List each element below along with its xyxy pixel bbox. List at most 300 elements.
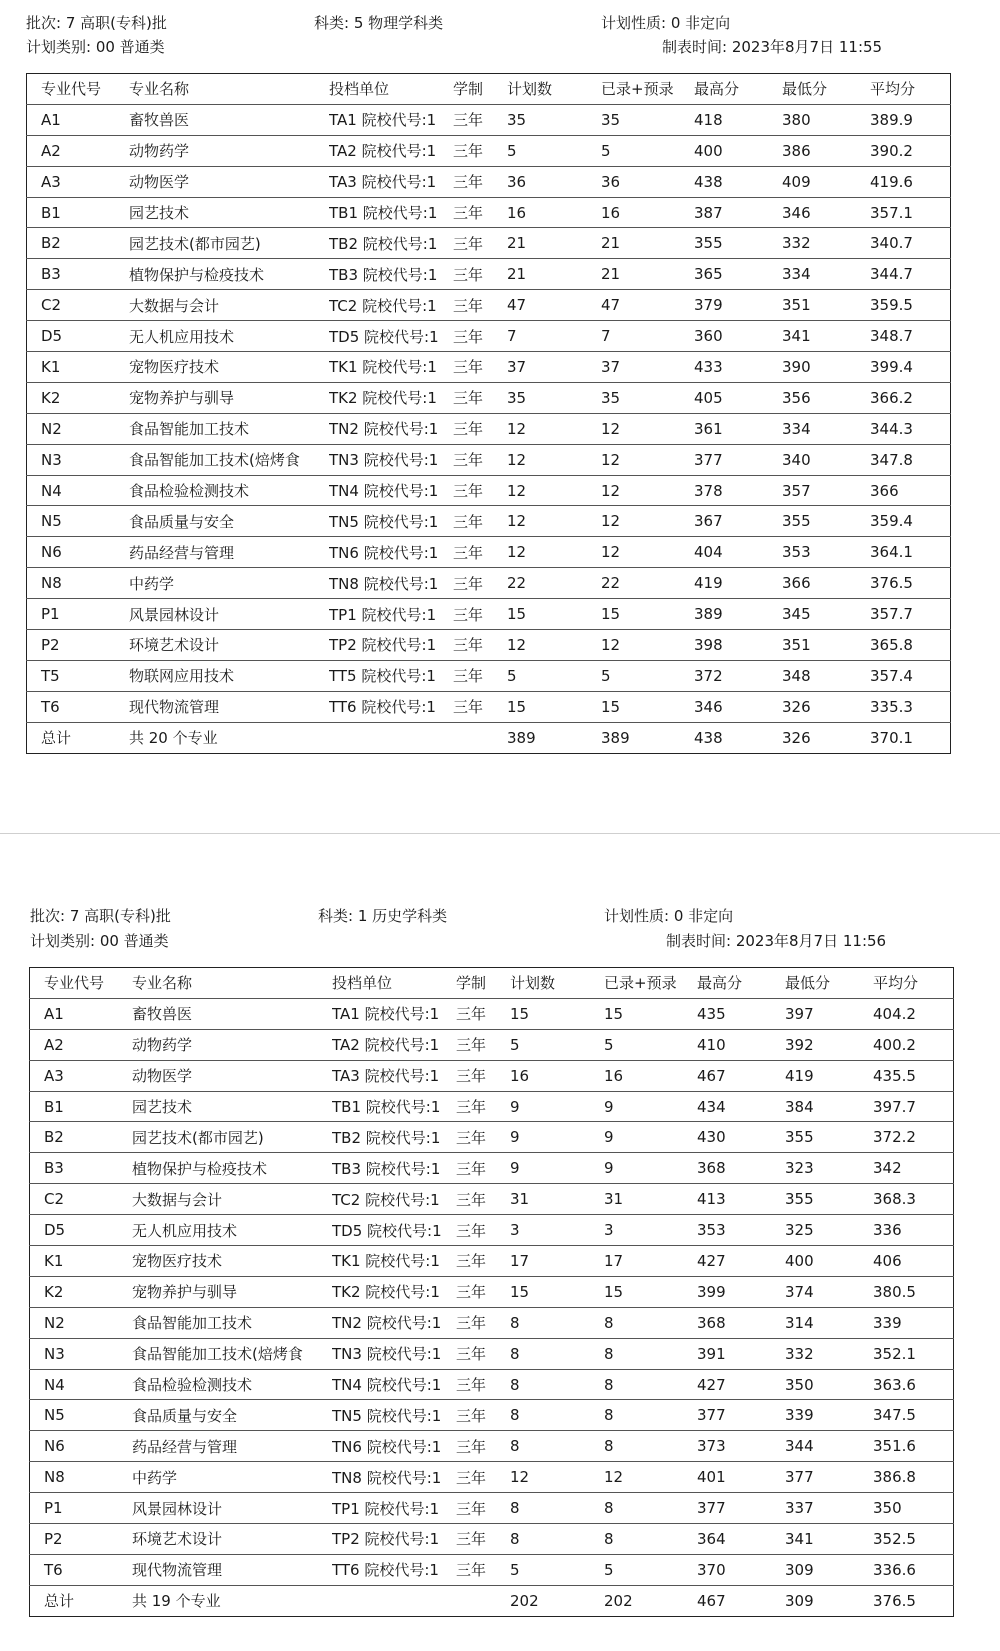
max-score-cell: 389 [694, 599, 782, 630]
admission-unit-cell: TD5 院校代号:1 [329, 321, 453, 352]
admitted-count-cell: 47 [601, 290, 694, 321]
max-score-cell: 360 [694, 321, 782, 352]
avg-score-cell: 389.9 [870, 104, 951, 135]
avg-score-cell: 359.5 [870, 290, 951, 321]
duration-cell: 三年 [453, 413, 507, 444]
duration-cell: 三年 [453, 599, 507, 630]
table-row [30, 1493, 954, 1524]
max-score-cell: 399 [697, 1276, 785, 1307]
min-score-cell: 341 [782, 321, 870, 352]
max-score-cell: 401 [697, 1462, 785, 1493]
avg-score-cell: 400.2 [873, 1029, 954, 1060]
duration-cell: 三年 [453, 691, 507, 722]
table-row [30, 1060, 954, 1091]
admission-unit-cell: TB3 院校代号:1 [332, 1153, 456, 1184]
major-name-cell: 食品检验检测技术 [132, 1369, 332, 1400]
table-row [27, 475, 951, 506]
major-name-cell: 环境艺术设计 [132, 1524, 332, 1555]
major-code-cell: C2 [30, 1184, 133, 1215]
table-row [30, 1091, 954, 1122]
admitted-count-cell: 12 [601, 444, 694, 475]
avg-score-cell: 352.1 [873, 1338, 954, 1369]
major-code-cell: K2 [30, 1276, 133, 1307]
major-name-cell: 宠物医疗技术 [129, 352, 329, 383]
table-header-row [30, 968, 954, 999]
major-name-cell: 园艺技术(都市园艺) [129, 228, 329, 259]
admission-unit-cell: TN5 院校代号:1 [329, 506, 453, 537]
admission-unit-cell: TA2 院校代号:1 [329, 135, 453, 166]
major-name-cell: 宠物医疗技术 [132, 1246, 332, 1277]
admission-unit-cell: TN8 院校代号:1 [332, 1462, 456, 1493]
admission-unit-cell: TP2 院校代号:1 [332, 1524, 456, 1555]
plan-count-cell: 37 [507, 352, 601, 383]
major-name-cell: 物联网应用技术 [129, 660, 329, 691]
major-name-cell: 食品智能加工技术 [129, 413, 329, 444]
duration-cell: 三年 [453, 475, 507, 506]
min-score-cell: 344 [785, 1431, 873, 1462]
plan-nature-label: 计划性质: 0 非定向 [604, 907, 734, 925]
min-score-cell: 341 [785, 1524, 873, 1555]
min-score-cell: 355 [782, 506, 870, 537]
max-score-cell: 438 [694, 722, 782, 753]
major-name-cell: 畜牧兽医 [132, 998, 332, 1029]
major-code-cell: D5 [27, 321, 130, 352]
admission-unit-cell: TN4 院校代号:1 [332, 1369, 456, 1400]
min-score-cell: 最低分 [785, 974, 831, 993]
max-score-cell: 379 [694, 290, 782, 321]
admission-unit-cell [332, 1585, 456, 1616]
admission-unit-cell: TB3 院校代号:1 [329, 259, 453, 290]
avg-score-cell: 336.6 [873, 1554, 954, 1585]
min-score-cell: 392 [785, 1029, 873, 1060]
max-score-cell: 405 [694, 382, 782, 413]
admitted-count-cell: 8 [604, 1431, 697, 1462]
max-score-cell: 438 [694, 166, 782, 197]
table-row [30, 1400, 954, 1431]
admitted-count-cell: 9 [604, 1091, 697, 1122]
major-code-cell: N5 [27, 506, 130, 537]
major-name-cell: 风景园林设计 [132, 1493, 332, 1524]
major-name-cell: 无人机应用技术 [132, 1215, 332, 1246]
admission-unit-cell: TA1 院校代号:1 [332, 998, 456, 1029]
table-row [30, 1462, 954, 1493]
major-code-cell: N2 [30, 1307, 133, 1338]
admission-unit-cell: TN6 院校代号:1 [329, 537, 453, 568]
major-code-cell: N3 [27, 444, 130, 475]
max-score-cell: 378 [694, 475, 782, 506]
major-name-cell: 大数据与会计 [132, 1184, 332, 1215]
min-score-cell: 323 [785, 1153, 873, 1184]
major-name-cell: 专业名称 [132, 974, 193, 993]
admission-unit-cell: TP1 院校代号:1 [332, 1493, 456, 1524]
duration-cell: 三年 [456, 1307, 510, 1338]
duration-cell: 学制 [453, 80, 484, 99]
major-name-cell: 动物药学 [129, 135, 329, 166]
min-score-cell: 355 [785, 1184, 873, 1215]
table-row [30, 1369, 954, 1400]
admitted-count-cell: 3 [604, 1215, 697, 1246]
min-score-cell: 351 [782, 290, 870, 321]
avg-score-cell: 380.5 [873, 1276, 954, 1307]
major-code-cell: P2 [30, 1524, 133, 1555]
major-code-cell: N3 [30, 1338, 133, 1369]
admission-unit-cell: TT6 院校代号:1 [329, 691, 453, 722]
max-score-cell: 355 [694, 228, 782, 259]
major-code-cell: C2 [27, 290, 130, 321]
admission-unit-cell: TD5 院校代号:1 [332, 1215, 456, 1246]
avg-score-cell: 435.5 [873, 1060, 954, 1091]
min-score-cell: 326 [782, 722, 870, 753]
plan-count-cell: 36 [507, 166, 601, 197]
plan-count-cell: 计划数 [507, 80, 553, 99]
table-row [27, 259, 951, 290]
max-score-cell: 368 [697, 1153, 785, 1184]
major-code-cell: B2 [30, 1122, 133, 1153]
admitted-count-cell: 35 [601, 104, 694, 135]
max-score-cell: 430 [697, 1122, 785, 1153]
major-code-cell: B2 [27, 228, 130, 259]
admitted-count-cell: 12 [601, 413, 694, 444]
min-score-cell: 355 [785, 1122, 873, 1153]
major-name-cell: 食品质量与安全 [129, 506, 329, 537]
admitted-count-cell: 5 [604, 1029, 697, 1060]
min-score-cell: 419 [785, 1060, 873, 1091]
duration-cell: 三年 [456, 998, 510, 1029]
avg-score-cell: 336 [873, 1215, 954, 1246]
duration-cell: 三年 [456, 1369, 510, 1400]
major-code-cell: A1 [27, 104, 130, 135]
plan-count-cell: 3 [510, 1215, 604, 1246]
avg-score-cell: 390.2 [870, 135, 951, 166]
avg-score-cell: 351.6 [873, 1431, 954, 1462]
max-score-cell: 353 [697, 1215, 785, 1246]
min-score-cell: 345 [782, 599, 870, 630]
major-name-cell: 食品智能加工技术(焙烤食 [129, 444, 329, 475]
min-score-cell: 334 [782, 413, 870, 444]
plan-count-cell: 8 [510, 1524, 604, 1555]
admission-unit-cell: TN3 院校代号:1 [332, 1338, 456, 1369]
admission-unit-cell: TB2 院校代号:1 [329, 228, 453, 259]
admission-unit-cell: TN2 院校代号:1 [332, 1307, 456, 1338]
avg-score-cell: 342 [873, 1153, 954, 1184]
min-score-cell: 337 [785, 1493, 873, 1524]
major-code-cell: 专业代号 [41, 80, 102, 99]
admitted-count-cell: 31 [604, 1184, 697, 1215]
max-score-cell: 372 [694, 660, 782, 691]
duration-cell: 三年 [453, 630, 507, 661]
max-score-cell: 387 [694, 197, 782, 228]
avg-score-cell: 平均分 [870, 80, 916, 99]
table-row [27, 506, 951, 537]
table-row [30, 1307, 954, 1338]
min-score-cell: 334 [782, 259, 870, 290]
admission-unit-cell: TC2 院校代号:1 [332, 1184, 456, 1215]
max-score-cell: 373 [697, 1431, 785, 1462]
major-code-cell: 专业代号 [44, 974, 105, 993]
avg-score-cell: 419.6 [870, 166, 951, 197]
plan-count-cell: 9 [510, 1122, 604, 1153]
duration-cell: 三年 [456, 1400, 510, 1431]
admitted-count-cell: 35 [601, 382, 694, 413]
admitted-count-cell: 8 [604, 1400, 697, 1431]
avg-score-cell: 406 [873, 1246, 954, 1277]
admission-unit-cell: 投档单位 [329, 80, 390, 99]
plan-count-cell: 12 [507, 475, 601, 506]
max-score-cell: 最高分 [697, 974, 743, 993]
major-code-cell: N6 [27, 537, 130, 568]
plan-count-cell: 202 [510, 1585, 604, 1616]
major-name-cell: 共 19 个专业 [132, 1585, 332, 1616]
major-code-cell: T5 [27, 660, 130, 691]
major-name-cell: 食品检验检测技术 [129, 475, 329, 506]
admitted-count-cell: 5 [601, 135, 694, 166]
avg-score-cell: 339 [873, 1307, 954, 1338]
avg-score-cell: 399.4 [870, 352, 951, 383]
made-time-label: 制表时间: 2023年8月7日 11:55 [662, 38, 883, 56]
min-score-cell: 309 [785, 1585, 873, 1616]
admitted-count-cell: 已录+预录 [601, 80, 674, 99]
plan-count-cell: 12 [507, 630, 601, 661]
min-score-cell: 332 [782, 228, 870, 259]
min-score-cell: 309 [785, 1554, 873, 1585]
duration-cell: 三年 [456, 1091, 510, 1122]
major-code-cell: A3 [30, 1060, 133, 1091]
duration-cell: 三年 [456, 1493, 510, 1524]
min-score-cell: 325 [785, 1215, 873, 1246]
table-row [27, 382, 951, 413]
plan-count-cell: 35 [507, 104, 601, 135]
plan-count-cell: 47 [507, 290, 601, 321]
avg-score-cell: 404.2 [873, 998, 954, 1029]
table-row [30, 1122, 954, 1153]
duration-cell [456, 1585, 510, 1616]
duration-cell: 三年 [453, 537, 507, 568]
major-name-cell: 共 20 个专业 [129, 722, 329, 753]
duration-cell: 三年 [456, 1215, 510, 1246]
admission-unit-cell: TP2 院校代号:1 [329, 630, 453, 661]
avg-score-cell: 359.4 [870, 506, 951, 537]
major-name-cell: 中药学 [132, 1462, 332, 1493]
major-code-cell: T6 [27, 691, 130, 722]
avg-score-cell: 347.8 [870, 444, 951, 475]
plan-count-cell: 12 [507, 444, 601, 475]
plan-count-cell: 8 [510, 1400, 604, 1431]
major-code-cell: K1 [27, 352, 130, 383]
table-row [27, 413, 951, 444]
table-header-row [27, 74, 951, 105]
major-name-cell: 环境艺术设计 [129, 630, 329, 661]
admitted-count-cell: 12 [601, 630, 694, 661]
admitted-count-cell: 8 [604, 1369, 697, 1400]
admitted-count-cell: 15 [601, 691, 694, 722]
max-score-cell: 365 [694, 259, 782, 290]
admission-unit-cell: TT5 院校代号:1 [329, 660, 453, 691]
duration-cell: 学制 [456, 974, 487, 993]
min-score-cell: 386 [782, 135, 870, 166]
plan-count-cell: 21 [507, 228, 601, 259]
admitted-count-cell: 12 [601, 475, 694, 506]
max-score-cell: 377 [697, 1400, 785, 1431]
major-name-cell: 动物医学 [132, 1060, 332, 1091]
admission-unit-cell: TK1 院校代号:1 [332, 1246, 456, 1277]
admission-unit-cell: TN8 院校代号:1 [329, 568, 453, 599]
max-score-cell: 391 [697, 1338, 785, 1369]
table-row [30, 1338, 954, 1369]
duration-cell [453, 722, 507, 753]
admitted-count-cell: 21 [601, 228, 694, 259]
min-score-cell: 326 [782, 691, 870, 722]
table-total-row [27, 722, 951, 753]
made-time-label: 制表时间: 2023年8月7日 11:56 [666, 932, 887, 950]
admitted-count-cell: 202 [604, 1585, 697, 1616]
admitted-count-cell: 8 [604, 1524, 697, 1555]
major-name-cell: 专业名称 [129, 80, 190, 99]
avg-score-cell: 344.7 [870, 259, 951, 290]
avg-score-cell: 344.3 [870, 413, 951, 444]
major-code-cell: T6 [30, 1554, 133, 1585]
duration-cell: 三年 [453, 135, 507, 166]
table-row [27, 321, 951, 352]
plan-nature-label: 计划性质: 0 非定向 [601, 14, 731, 32]
avg-score-cell: 357.1 [870, 197, 951, 228]
admitted-count-cell: 9 [604, 1153, 697, 1184]
major-name-cell: 植物保护与检疫技术 [132, 1153, 332, 1184]
plan-count-cell: 22 [507, 568, 601, 599]
avg-score-cell: 372.2 [873, 1122, 954, 1153]
avg-score-cell: 357.4 [870, 660, 951, 691]
major-name-cell: 中药学 [129, 568, 329, 599]
admission-unit-cell: TC2 院校代号:1 [329, 290, 453, 321]
min-score-cell: 374 [785, 1276, 873, 1307]
duration-cell: 三年 [453, 568, 507, 599]
major-code-cell: N5 [30, 1400, 133, 1431]
plan-count-cell: 5 [507, 660, 601, 691]
admission-unit-cell: TK2 院校代号:1 [329, 382, 453, 413]
admission-table [26, 73, 951, 754]
table-row [30, 1215, 954, 1246]
major-name-cell: 园艺技术 [132, 1091, 332, 1122]
max-score-cell: 361 [694, 413, 782, 444]
avg-score-cell: 364.1 [870, 537, 951, 568]
table-row [27, 568, 951, 599]
admitted-count-cell: 7 [601, 321, 694, 352]
table-total-row [30, 1585, 954, 1616]
max-score-cell: 467 [697, 1060, 785, 1091]
admitted-count-cell: 16 [604, 1060, 697, 1091]
major-code-cell: 总计 [30, 1585, 133, 1616]
admitted-count-cell: 15 [601, 599, 694, 630]
admission-unit-cell: TN3 院校代号:1 [329, 444, 453, 475]
plan-count-cell: 15 [507, 691, 601, 722]
plan-type-label: 计划类别: 00 普通类 [30, 932, 169, 950]
avg-score-cell: 368.3 [873, 1184, 954, 1215]
batch-label: 批次: 7 高职(专科)批 [30, 907, 171, 925]
avg-score-cell: 370.1 [870, 722, 951, 753]
duration-cell: 三年 [456, 1554, 510, 1585]
max-score-cell: 364 [697, 1524, 785, 1555]
max-score-cell: 400 [694, 135, 782, 166]
max-score-cell: 410 [697, 1029, 785, 1060]
duration-cell: 三年 [453, 197, 507, 228]
admitted-count-cell: 37 [601, 352, 694, 383]
plan-count-cell: 8 [510, 1307, 604, 1338]
admitted-count-cell: 5 [601, 660, 694, 691]
admitted-count-cell: 15 [604, 998, 697, 1029]
admission-unit-cell: TA1 院校代号:1 [329, 104, 453, 135]
duration-cell: 三年 [453, 321, 507, 352]
max-score-cell: 370 [697, 1554, 785, 1585]
plan-count-cell: 17 [510, 1246, 604, 1277]
admitted-count-cell: 21 [601, 259, 694, 290]
duration-cell: 三年 [456, 1462, 510, 1493]
duration-cell: 三年 [453, 228, 507, 259]
table-row [27, 104, 951, 135]
plan-count-cell: 31 [510, 1184, 604, 1215]
table-row [27, 197, 951, 228]
major-code-cell: B3 [30, 1153, 133, 1184]
table-row [27, 228, 951, 259]
major-name-cell: 动物医学 [129, 166, 329, 197]
duration-cell: 三年 [456, 1431, 510, 1462]
min-score-cell: 357 [782, 475, 870, 506]
duration-cell: 三年 [456, 1338, 510, 1369]
major-code-cell: P1 [30, 1493, 133, 1524]
admission-unit-cell: TK2 院校代号:1 [332, 1276, 456, 1307]
major-name-cell: 畜牧兽医 [129, 104, 329, 135]
major-code-cell: B3 [27, 259, 130, 290]
table-row [27, 537, 951, 568]
min-score-cell: 397 [785, 998, 873, 1029]
max-score-cell: 346 [694, 691, 782, 722]
min-score-cell: 356 [782, 382, 870, 413]
major-code-cell: N6 [30, 1431, 133, 1462]
max-score-cell: 367 [694, 506, 782, 537]
plan-count-cell: 8 [510, 1369, 604, 1400]
admission-unit-cell: TN4 院校代号:1 [329, 475, 453, 506]
duration-cell: 三年 [453, 660, 507, 691]
max-score-cell: 368 [697, 1307, 785, 1338]
max-score-cell: 434 [697, 1091, 785, 1122]
admission-unit-cell: 投档单位 [332, 974, 393, 993]
table-row [27, 691, 951, 722]
major-name-cell: 园艺技术 [129, 197, 329, 228]
min-score-cell: 377 [785, 1462, 873, 1493]
major-code-cell: N2 [27, 413, 130, 444]
duration-cell: 三年 [453, 259, 507, 290]
min-score-cell: 340 [782, 444, 870, 475]
admission-table [29, 967, 954, 1617]
max-score-cell: 377 [697, 1493, 785, 1524]
plan-count-cell: 9 [510, 1091, 604, 1122]
table-row [27, 166, 951, 197]
admission-unit-cell: TA3 院校代号:1 [329, 166, 453, 197]
max-score-cell: 427 [697, 1369, 785, 1400]
duration-cell: 三年 [453, 506, 507, 537]
plan-count-cell: 389 [507, 722, 601, 753]
admitted-count-cell: 5 [604, 1554, 697, 1585]
min-score-cell: 348 [782, 660, 870, 691]
min-score-cell: 339 [785, 1400, 873, 1431]
plan-count-cell: 8 [510, 1493, 604, 1524]
plan-count-cell: 计划数 [510, 974, 556, 993]
major-code-cell: K2 [27, 382, 130, 413]
avg-score-cell: 397.7 [873, 1091, 954, 1122]
max-score-cell: 398 [694, 630, 782, 661]
avg-score-cell: 386.8 [873, 1462, 954, 1493]
subject-label: 科类: 1 历史学科类 [318, 907, 448, 925]
avg-score-cell: 357.7 [870, 599, 951, 630]
plan-count-cell: 5 [510, 1029, 604, 1060]
